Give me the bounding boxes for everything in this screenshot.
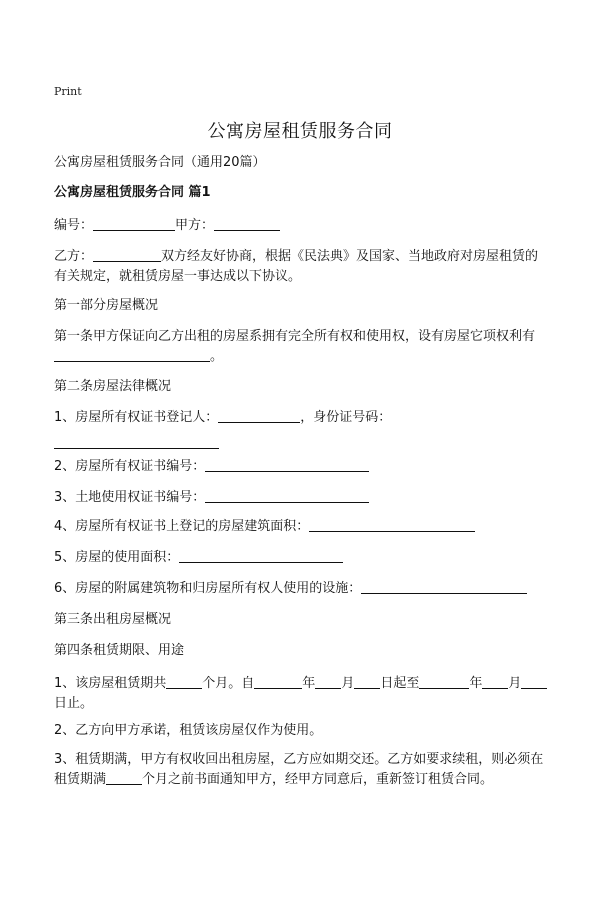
blank-land-certificate-number	[205, 488, 369, 503]
item5: 5、房屋的使用面积：	[54, 548, 549, 568]
blank-notice-months	[106, 770, 142, 785]
item6: 6、房屋的附属建筑物和归房屋所有权人使用的设施：	[54, 579, 549, 599]
blank-end-day	[521, 674, 547, 689]
blank-start-month	[315, 674, 341, 689]
article3-heading: 第三条出租房屋概况	[54, 612, 172, 627]
item3: 3、土地使用权证书编号：	[54, 488, 549, 508]
blank-party-a	[214, 216, 280, 231]
party-b-paragraph: 乙方： 双方经友好协商，根据《民法典》及国家、当地政府对房屋租赁的有关规定，就租赁房屋一事达成以下协议。	[54, 249, 539, 284]
blank-other-rights	[54, 347, 210, 362]
blank-number	[93, 216, 175, 231]
blank-usable-area	[179, 548, 343, 563]
blank-building-area	[309, 517, 475, 532]
lease-use-paragraph: 2、乙方向甲方承诺，租赁该房屋仅作为使用。	[54, 723, 323, 738]
article2-heading: 第二条房屋法律概况	[54, 379, 172, 394]
line-number: 编号： 甲方：	[54, 216, 549, 236]
section-title: 公寓房屋租赁服务合同 篇1	[54, 185, 211, 200]
print-label[interactable]: Print	[54, 85, 82, 98]
document-title: 公寓房屋租赁服务合同	[207, 121, 393, 142]
item2: 2、房屋所有权证书编号：	[54, 457, 549, 477]
blank-end-month	[482, 674, 508, 689]
blank-end-year	[419, 674, 469, 689]
lease-renewal-paragraph: 3、租赁期满，甲方有权收回出租房屋，乙方应如期交还。乙方如要求续租，则必须在租赁期满 个月之前书面通知甲方，经甲方同意后，重新签订租赁合同。	[54, 752, 544, 787]
blank-start-year	[254, 674, 302, 689]
article4-heading: 第四条租赁期限、用途	[54, 643, 185, 658]
blank-certificate-number	[205, 457, 369, 472]
document-subtitle: 公寓房屋租赁服务合同（通用20篇）	[54, 155, 266, 170]
blank-facilities	[361, 579, 527, 594]
part1-heading: 第一部分房屋概况	[54, 298, 159, 313]
blank-party-b	[93, 247, 161, 262]
item1: 1、房屋所有权证书登记人： ，身份证号码：	[54, 408, 549, 449]
blank-months	[166, 674, 202, 689]
blank-start-day	[354, 674, 380, 689]
article1-paragraph: 第一条甲方保证向乙方出租的房屋系拥有完全所有权和使用权，设有房屋它项权利有。	[54, 329, 536, 364]
blank-id-number	[54, 434, 219, 449]
item4: 4、房屋所有权证书上登记的房屋建筑面积：	[54, 517, 549, 537]
lease-term-paragraph: 1、该房屋租赁期共 个月。自 年 月 日起至 年 月日止。	[54, 674, 549, 714]
blank-registrant	[218, 408, 300, 423]
